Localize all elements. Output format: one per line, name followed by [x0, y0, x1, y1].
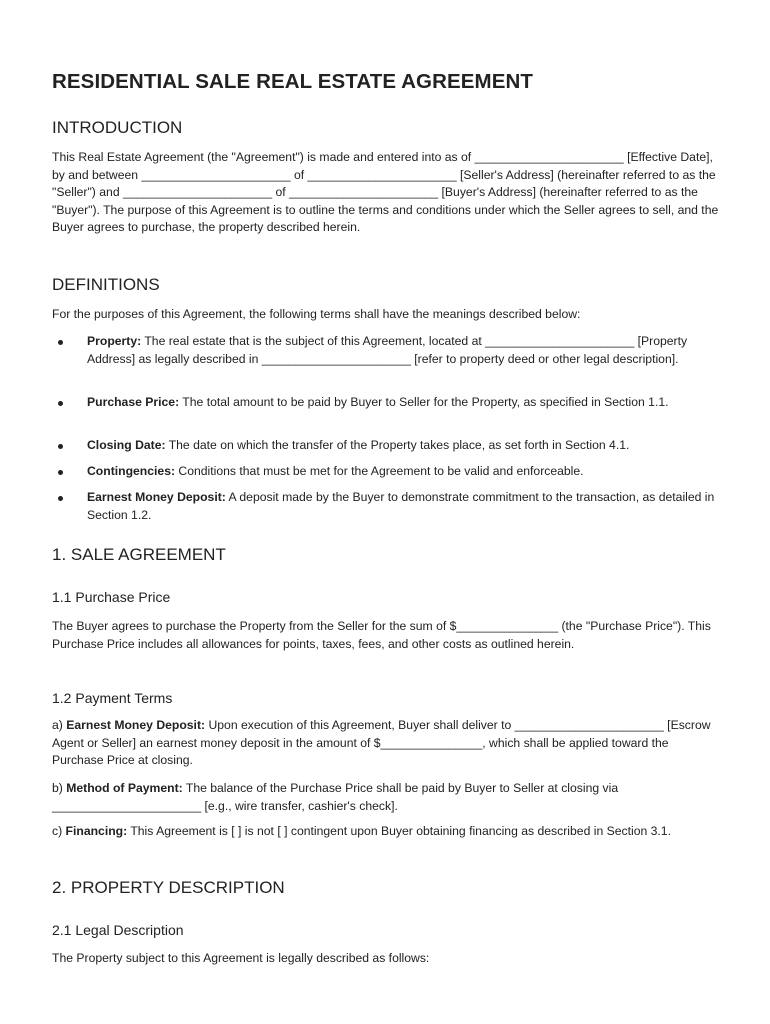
- payment-term-c: [52, 823, 722, 841]
- list-item: [52, 394, 722, 412]
- legal-description-text: The Property subject to this Agreement is legally described as follows:: [52, 951, 430, 965]
- clause-term: Financing:: [65, 824, 128, 838]
- purchase-price-heading: 1.1 Purchase Price: [52, 589, 171, 605]
- payment-term-a: [52, 717, 722, 770]
- introduction-heading: INTRODUCTION: [52, 118, 183, 137]
- payment-terms-heading: 1.2 Payment Terms: [52, 690, 173, 706]
- definition-text: A deposit made by the Buyer to demonstrate commitment to the transaction, as detailed in Section 1.2.: [87, 490, 715, 522]
- clause-text: This Agreement is [ ] is not [ ] contingent upon Buyer obtaining financing as described in Section 3.1.: [127, 824, 671, 838]
- definition-term: Property:: [87, 334, 142, 348]
- definitions-heading: DEFINITIONS: [52, 275, 160, 294]
- clause-label: c): [52, 824, 66, 838]
- payment-term-b: [52, 780, 722, 815]
- bullet-icon: [58, 401, 63, 406]
- clause-label: b): [52, 781, 67, 795]
- document-title: RESIDENTIAL SALE REAL ESTATE AGREEMENT: [52, 70, 534, 93]
- list-item: [52, 333, 722, 368]
- sale-agreement-heading: 1. SALE AGREEMENT: [52, 545, 226, 564]
- property-description-heading: 2. PROPERTY DESCRIPTION: [52, 878, 285, 897]
- clause-text: Upon execution of this Agreement, Buyer shall deliver to ______________________ [Escrow Agent or Seller] an earnest money deposit in the amount of $_______________, which shall be applied toward the Purchase Price at closing.: [52, 718, 711, 767]
- bullet-icon: [58, 444, 63, 449]
- clause-text: The balance of the Purchase Price shall be paid by Buyer to Seller at closing via ______________________ [e.g., wire transfer, cashier's check].: [52, 781, 619, 813]
- definition-text: The real estate that is the subject of this Agreement, located at ______________________ [Property Address] as legally described in ______________________ [refer to property deed or other legal description].: [87, 334, 688, 366]
- definition-term: Purchase Price:: [87, 395, 180, 409]
- list-item: [52, 463, 722, 481]
- definitions-intro: For the purposes of this Agreement, the following terms shall have the meanings described below:: [52, 307, 581, 321]
- definition-text: Conditions that must be met for the Agreement to be valid and enforceable.: [175, 464, 584, 478]
- bullet-icon: [58, 470, 63, 475]
- definition-term: Earnest Money Deposit:: [87, 490, 226, 504]
- definition-term: Contingencies:: [87, 464, 176, 478]
- clause-term: Earnest Money Deposit:: [66, 718, 206, 732]
- definition-term: Closing Date:: [87, 438, 166, 452]
- purchase-price-text: The Buyer agrees to purchase the Property from the Seller for the sum of $_______________ (the "Purchase Price"). This Purchase Price includes all allowances for points, taxes, fees, and other costs as outlined herein.: [52, 619, 711, 651]
- definition-text: The date on which the transfer of the Property takes place, as set forth in Section 4.1.: [165, 438, 630, 452]
- introduction-text: This Real Estate Agreement (the "Agreement") is made and entered into as of ______________________ [Effective Date], by and between ______________________ of ______________________ [Seller's Address] (hereinafter referred to as the "Seller") and ______________________ of ______________________ [Buyer's Address] (hereinafter referred to as the "Buyer"). The purpose of this Agreement is to outline the terms and conditions under which the Seller agrees to sell, and the Buyer agrees to purchase, the property described herein.: [52, 150, 719, 234]
- clause-label: a): [52, 718, 67, 732]
- list-item: [52, 437, 722, 455]
- clause-term: Method of Payment:: [66, 781, 183, 795]
- bullet-icon: [58, 496, 63, 501]
- definition-text: The total amount to be paid by Buyer to Seller for the Property, as specified in Section 1.1.: [179, 395, 669, 409]
- list-item: [52, 489, 722, 524]
- legal-description-heading: 2.1 Legal Description: [52, 922, 184, 938]
- bullet-icon: [58, 340, 63, 345]
